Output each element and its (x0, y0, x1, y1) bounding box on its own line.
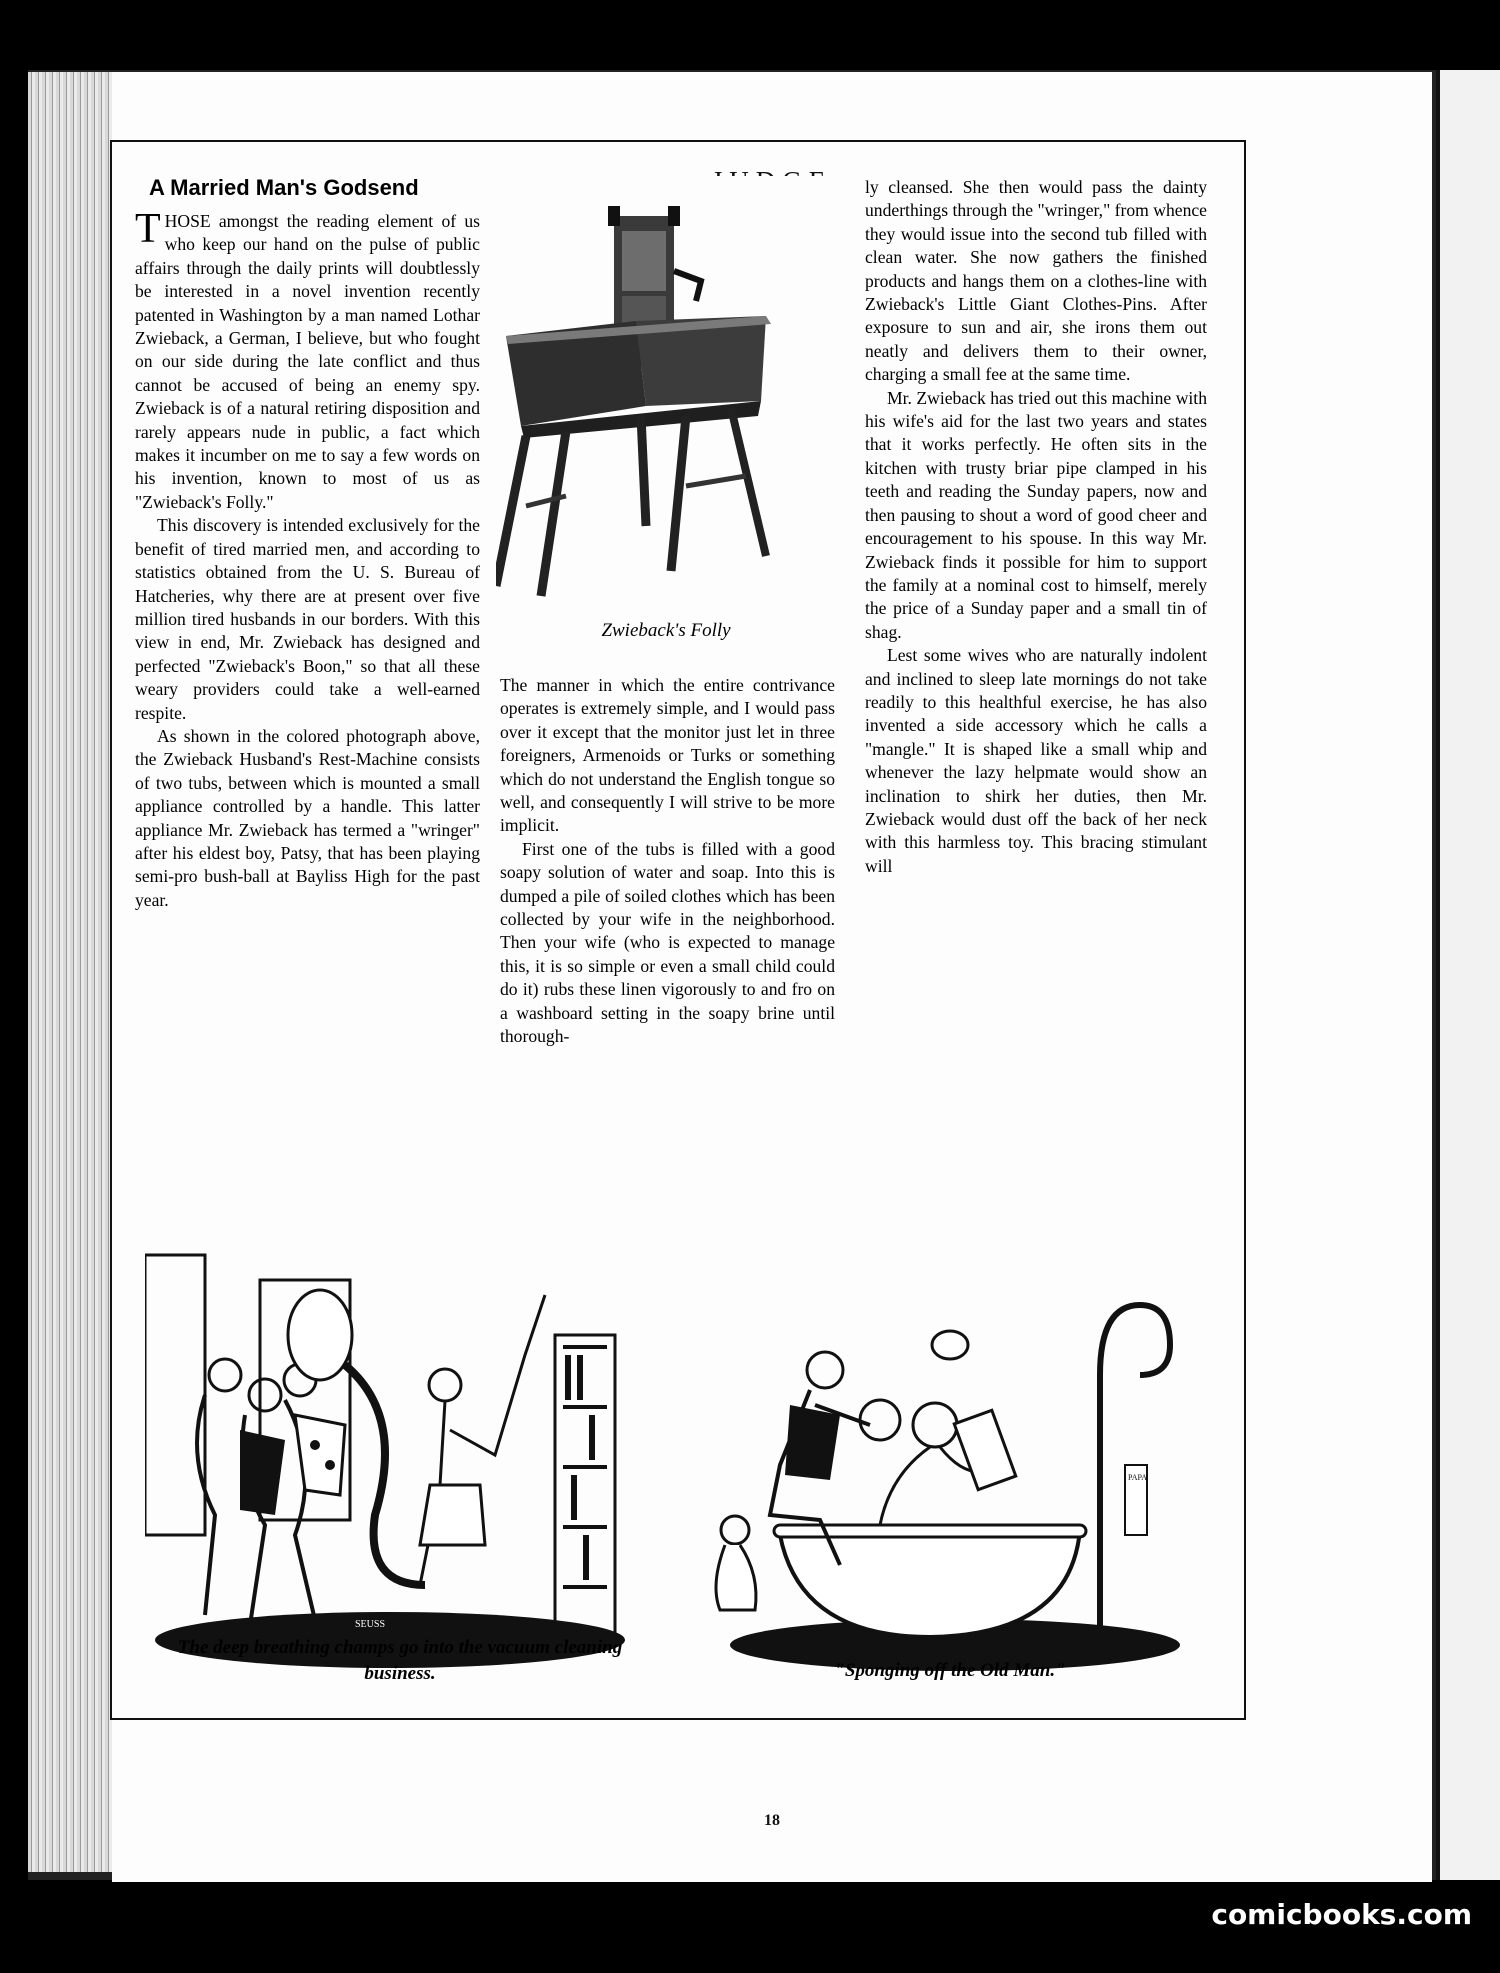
lead-in: HOSE (164, 211, 211, 231)
photo-caption: Zwieback's Folly (601, 620, 731, 641)
towel-label: PAPA (1128, 1473, 1147, 1482)
paragraph: As shown in the colored photograph above, the Zwieback Husband's Rest-Machine consists of two tubs, between which is mounted a small appliance controlled by a handle. This latter appliance Mr. Zwieback has termed a "wringer" after his eldest boy, Patsy, that has been playing semi-pro bush-ball at Bayliss High for the past year. (135, 725, 480, 910)
article-headline: A Married Man's Godsend (149, 175, 419, 200)
article-column-3 (865, 176, 1207, 878)
paragraph: First one of the tubs is filled with a good soapy solution of water and soap. Into this is dumped a pile of soiled clothes which has been collected by your wife in the neighborhood. Then your wife (who is expected to manage this, it is so simple or even a small child could do it) rubs these linen vigorously to and fro on a washboard setting in the soapy brine until thorough- (500, 838, 835, 1047)
page-number: 18 (764, 1812, 780, 1829)
right-cartoon-caption: "Sponging off the Old Man." (834, 1660, 1066, 1681)
paragraph: Lest some wives who are naturally indolent and inclined to sleep late mornings do not take readily to this healthful exercise, he has also invented a side accessory which he calls a "mangle." It is shaped like a small whip and whenever the lazy helpmate would show an inclination to shirk her duties, then Mr. Zwieback would dust off the back of her neck with this harmless toy. This bracing stimulant will (865, 645, 1207, 876)
site-watermark: comicbooks.com (1211, 1898, 1472, 1931)
page-edges (28, 72, 120, 1872)
article-column-2 (500, 674, 835, 1049)
paragraph: Mr. Zwieback has tried out this machine with his wife's aid for the last two years and states that it works perfectly. He often sits in the kitchen with trusty briar pipe clamped in his teeth and reading the Sunday papers, now and then pausing to shout a word of good cheer and encouragement to his spouse. In this way Mr. Zwieback finds it possible for him to support the family at a nominal cost to himself, merely the price of a Sunday paper and a small tin of shag. (865, 387, 1207, 642)
washtub-photo (496, 176, 836, 606)
cartoon-signature: SEUSS (355, 1619, 386, 1630)
paragraph: The manner in which the entire contrivance operates is extremely simple, and I would pass over it except that the monitor just let in three foreigners, Armenoids or Turks or something which do not understand the English tongue so well, and consequently I will strive to be more implicit. (500, 675, 835, 836)
paragraph (135, 206, 480, 514)
paragraph-text: amongst the reading element of us who keep our hand on the pulse of public affairs through the daily prints will doubtlessly be interested in a novel invention recently patented in Washington by a man named Lothar Zwieback, a German, I believe, but who fought on our side during the late conflict and thus cannot be accused of being an enemy spy. Zwieback is of a natural retiring disposition and rarely appears nude in public, a fact which makes it incumber on me to say a few words on his invention, known to most of us as "Zwieback's Folly." (135, 211, 480, 512)
paragraph: ly cleansed. She then would pass the dainty underthings through the "wringer," from whence they would issue into the second tub filled with clean water. She now gathers the finished products and hangs them on a clothes-line with Zwieback's Little Giant Clothes-Pins. After exposure to sun and air, she irons them out neatly and delivers them to their owner, charging a small fee at the same time. (865, 177, 1207, 385)
article-column-1 (135, 174, 480, 912)
drop-cap: T (135, 206, 161, 252)
sponging-cartoon (700, 1230, 1200, 1720)
paragraph: This discovery is intended exclusively for the benefit of tired married men, and according to statistics obtained from the U. S. Bureau of Hatcheries, why there are at present over five million tired husbands in our borders. With this view in end, Mr. Zwieback has designed and perfected "Zwieback's Boon," so that all these weary providers could take a well-earned respite. (135, 515, 480, 723)
facing-page-edge (1436, 70, 1500, 1880)
left-cartoon-caption: The deep breathing champs go into the vacuum cleaning business. (177, 1637, 623, 1684)
